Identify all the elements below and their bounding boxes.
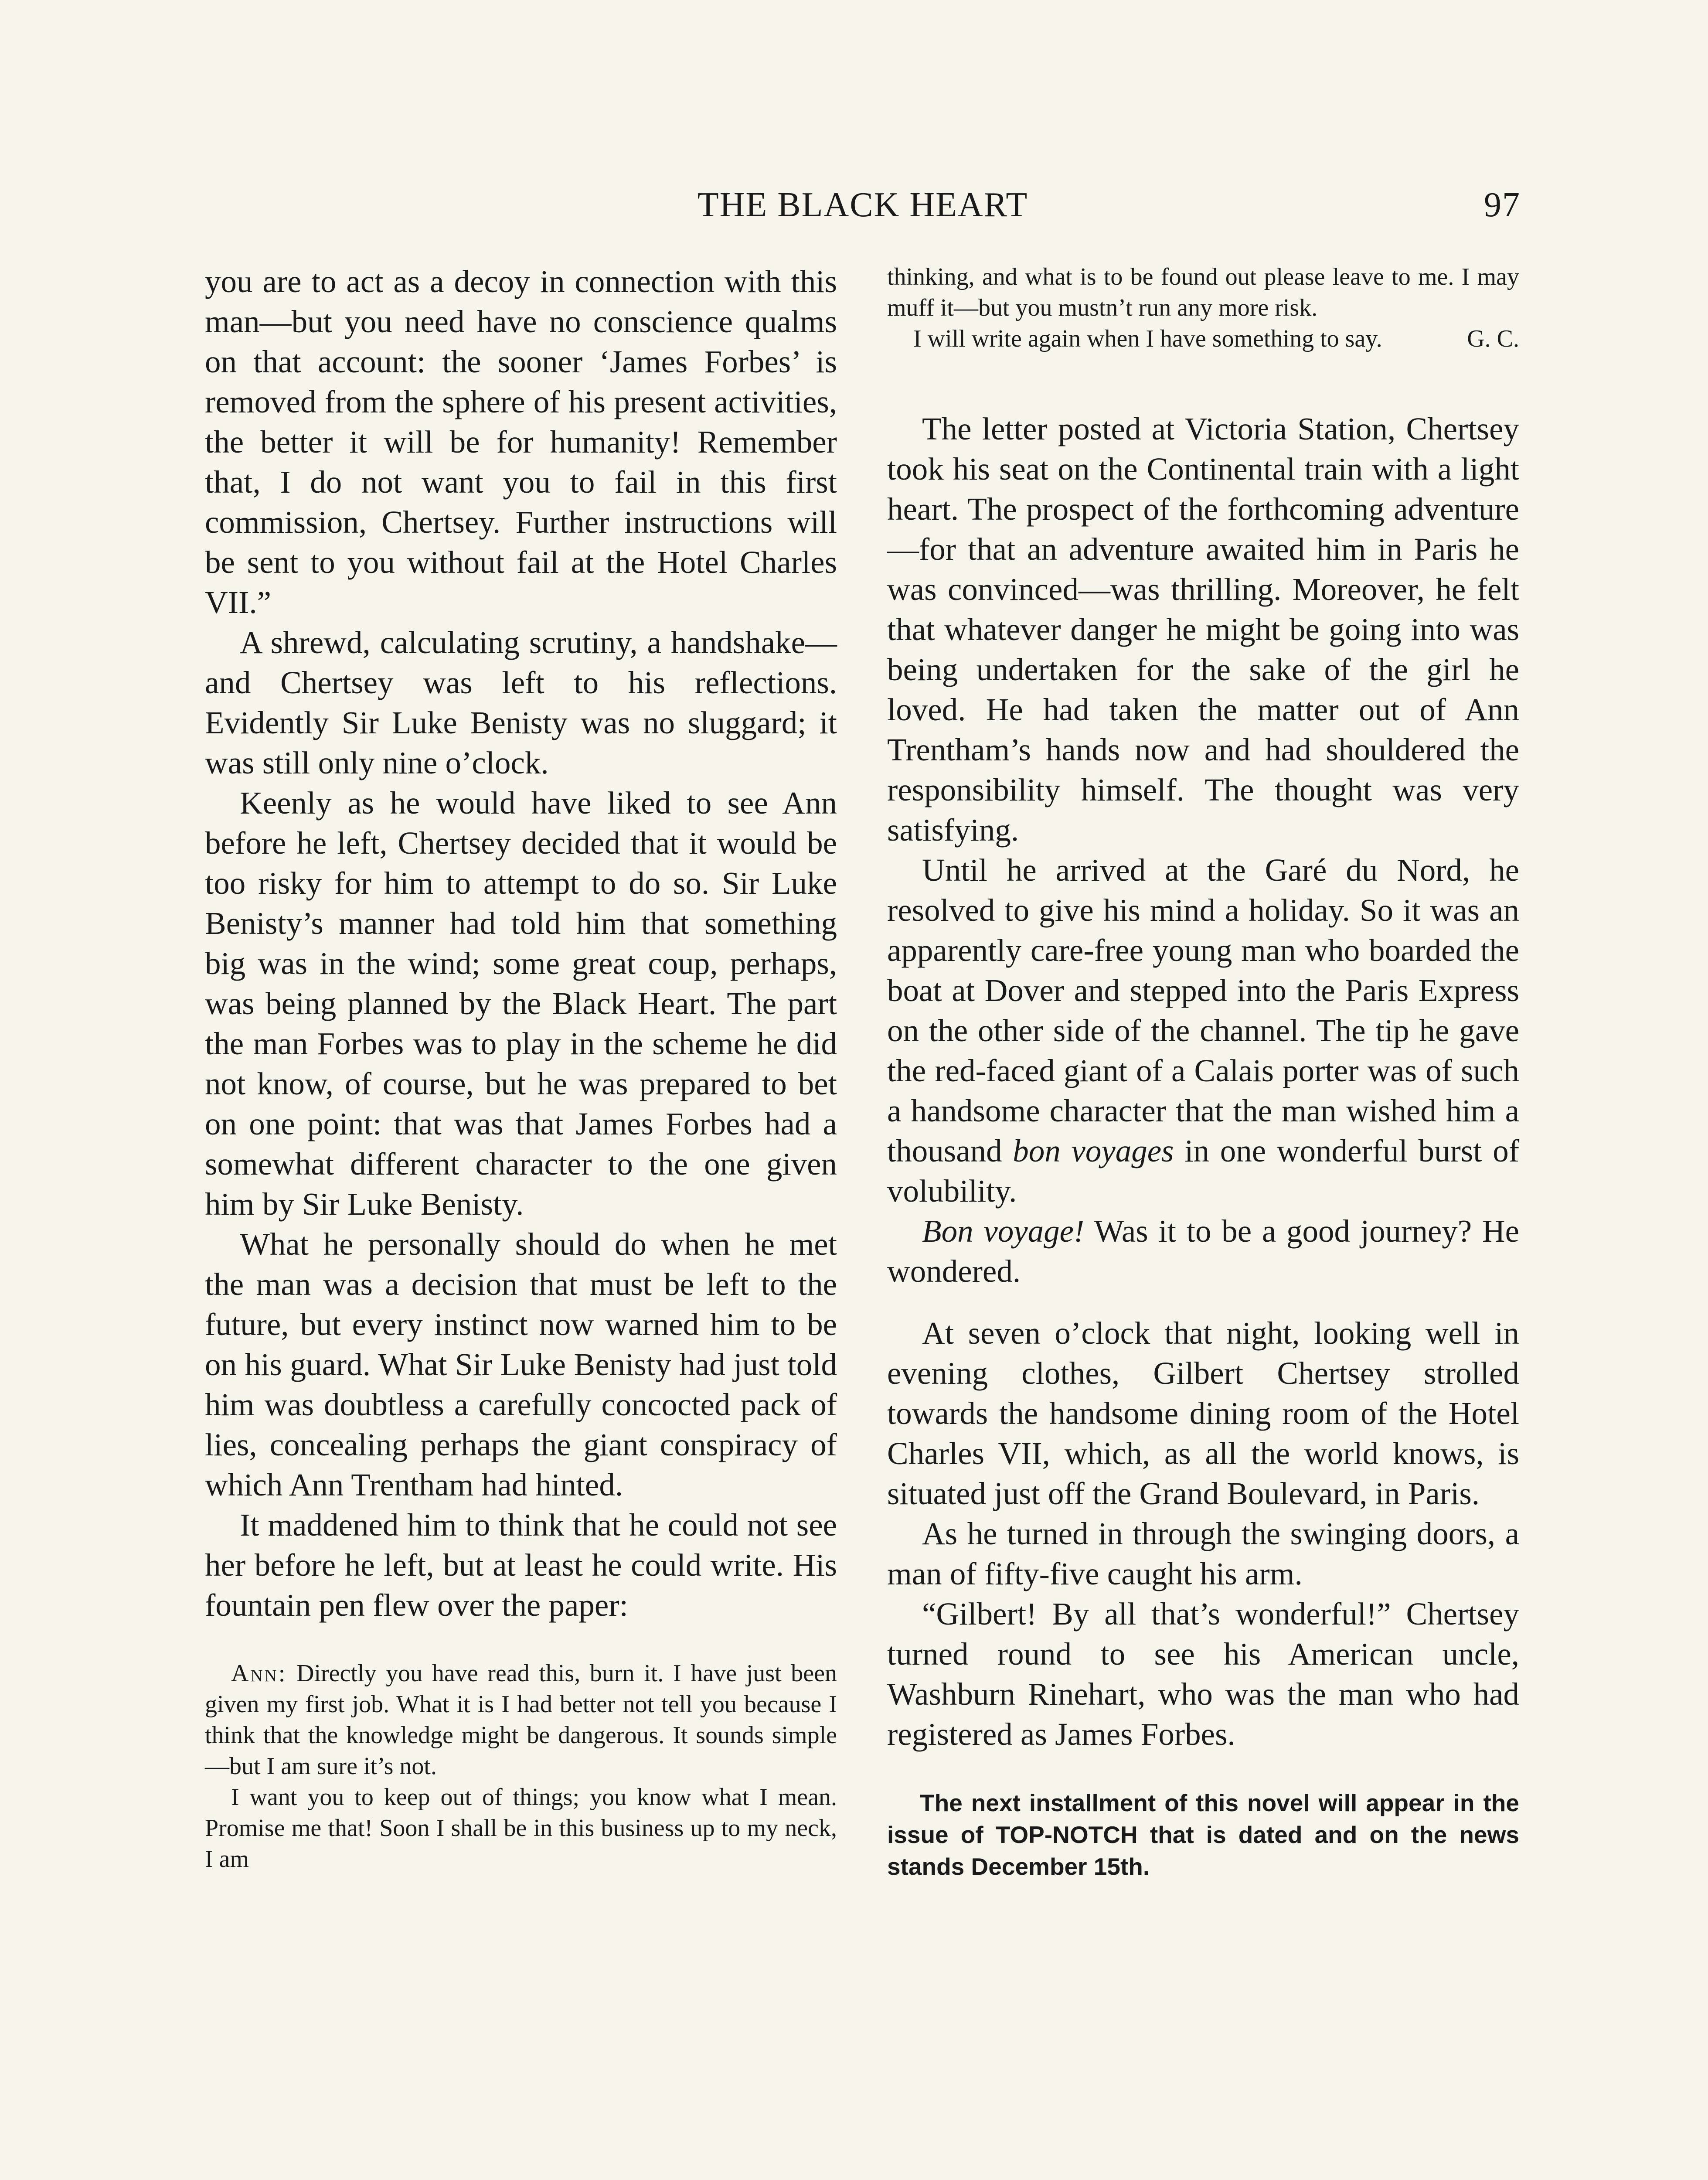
- paragraph: Keenly as he would have liked to see Ann before he left, Chertsey decided that it would be too risky for him to attempt to do so. Sir Luke Benisty’s manner had told him that something big was in the wind; some great coup, perhaps, was being planned by the Black Heart. The part the man Forbes was to play in the scheme he did not know, of course, but he was prepared to bet on one point: that was that James Forbes had a somewhat different character to the one given him by Sir Luke Benisty.: [205, 785, 837, 1222]
- paragraph: As he turned in through the swinging doors, a man of fifty-five caught his arm.: [887, 1516, 1519, 1591]
- paragraph: [887, 850, 1519, 1211]
- running-head: [205, 185, 1521, 233]
- spacer: [887, 354, 1519, 409]
- paragraph: What he personally should do when he met the man was a decision that must be left to the future, but every instinct now warned him to be on his guard. What Sir Luke Benisty had just told him was doubtless a carefully concocted pack of lies, concealing perhaps the giant conspiracy of which Ann Trentham had hinted.: [205, 1226, 837, 1502]
- letter-paragraph: [205, 1658, 837, 1782]
- paragraph-text: Was it to be a good journey? He wondered.: [887, 1213, 1520, 1289]
- italic-phrase: Bon voyage!: [922, 1213, 1085, 1249]
- next-installment-notice: The next installment of this novel will appear in the issue of TOP-NOTCH that is dated and on the news stands December 15th.: [887, 1789, 1519, 1880]
- italic-phrase: bon voyages: [1013, 1133, 1174, 1168]
- paragraph-text: in one wonderful burst of volubility.: [887, 1133, 1520, 1209]
- paragraph: The letter posted at Victoria Station, Chertsey took his seat on the Continental train with a light heart. The prospect of the forthcoming adventure —for that an adventure awaited him in Paris he was convinced—was thrilling. Moreover, he felt that whatever danger he might be going into was being undertaken for the sake of the girl he loved. He had taken the matter out of Ann Trentham’s hands now and had shouldered the responsibility himself. The thought was very satisfying.: [887, 411, 1519, 848]
- letter-salutation: Ann:: [231, 1660, 287, 1687]
- letter-text: Directly you have read this, burn it. I have just been given my first job. What it is I had better not tell you because I think that the knowledge might be dangerous. It sounds simple—but I am sure it’s not.: [205, 1660, 837, 1780]
- left-column: [205, 262, 837, 1875]
- letter-paragraph: thinking, and what is to be found out please leave to me. I may muff it—but you mustn’t run any more risk.: [887, 263, 1519, 321]
- paragraph: [887, 1211, 1519, 1291]
- paragraph-text: Until he arrived at the Garé du Nord, he resolved to give his mind a holiday. So it was an apparently care-free young man who boarded the boat at Dover and stepped into the Paris Express on the other side of the channel. The tip he gave the red-faced giant of a Calais porter was of such a handsome character that the man wished him a thousand: [887, 852, 1519, 1168]
- page-number: 97: [1484, 186, 1521, 224]
- running-title: THE BLACK HEART: [697, 186, 1028, 224]
- section-break: [887, 1291, 1519, 1313]
- letter-signature: G. C.: [1467, 325, 1519, 352]
- letter-paragraph: I want you to keep out of things; you know what I mean. Promise me that! Soon I shall be in this business up to my neck, I am: [205, 1784, 837, 1873]
- spacer: [205, 1625, 837, 1658]
- right-column: [887, 262, 1519, 1883]
- paragraph: A shrewd, calculating scrutiny, a handshake—and Chertsey was left to his reflections. Evidently Sir Luke Benisty was no sluggard; it was still only nine o’clock.: [205, 625, 837, 780]
- paragraph: At seven o’clock that night, looking well in evening clothes, Gilbert Chertsey strolled towards the handsome dining room of the Hotel Charles VII, which, as all the world knows, is situated just off the Grand Boulevard, in Paris.: [887, 1315, 1519, 1511]
- letter-paragraph: [887, 324, 1519, 354]
- paragraph: “Gilbert! By all that’s wonderful!” Chertsey turned round to see his American uncle, Washburn Rinehart, who was the man who had registered as James Forbes.: [887, 1596, 1519, 1752]
- paragraph: It maddened him to think that he could not see her before he left, but at least he could write. His fountain pen flew over the paper:: [205, 1507, 837, 1623]
- letter-text: I will write again when I have something to say.: [913, 325, 1382, 352]
- spacer: [887, 1754, 1519, 1787]
- paragraph: you are to act as a decoy in connection with this man—but you need have no conscience qualms on that account: the sooner ‘James Forbes’ is removed from the sphere of his present activities, the better it will be for humanity! Remember that, I do not want you to fail in this first commission, Chertsey. Further instructions will be sent to you without fail at the Hotel Charles VII.”: [205, 264, 837, 620]
